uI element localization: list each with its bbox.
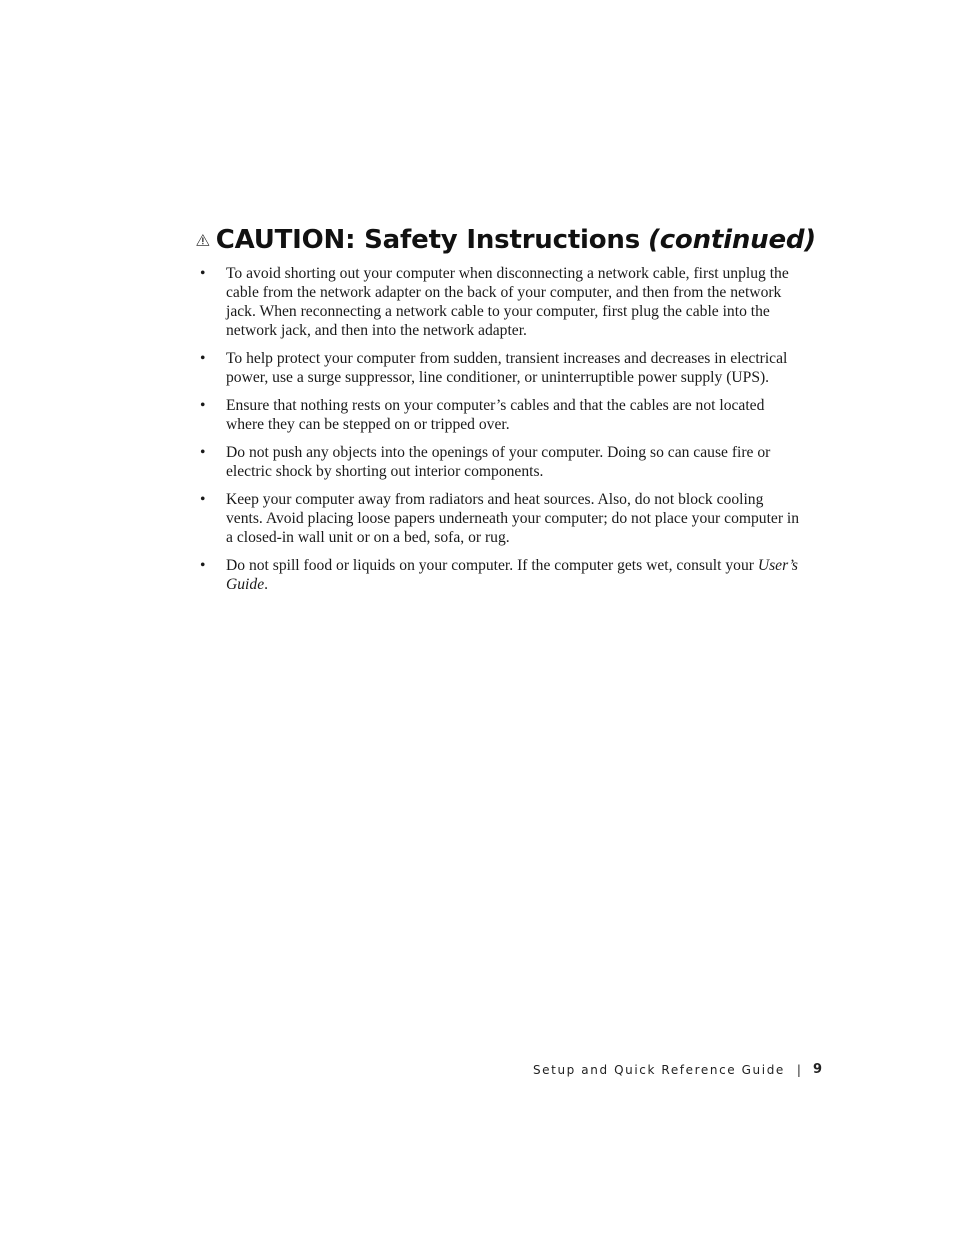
bullet-text-end: . <box>264 576 269 593</box>
bullet-marker: • <box>200 397 206 414</box>
footer-separator: | <box>796 1062 801 1077</box>
safety-instruction-list <box>200 264 802 603</box>
page-title <box>216 225 816 255</box>
bullet-marker: • <box>200 265 206 282</box>
bullet-marker: • <box>200 557 206 574</box>
list-item <box>200 396 802 434</box>
bullet-text: Do not spill food or liquids on your computer. If the computer gets wet, consult your <box>226 557 758 574</box>
bullet-text: Ensure that nothing rests on your computer’s cables and that the cables are not located where they can be stepped on or tripped over. <box>226 397 765 433</box>
page-footer <box>533 1062 822 1077</box>
section-heading <box>196 220 816 260</box>
warning-triangle-icon <box>196 223 210 257</box>
footer-guide-title: Setup and Quick Reference Guide <box>532 1062 785 1077</box>
bullet-text: Keep your computer away from radiators and heat sources. Also, do not block cooling vents. Avoid placing loose papers underneath your computer; do not place your computer in a closed-in wall unit or on a bed, sofa, or rug. <box>226 491 800 546</box>
page-number: 9 <box>812 1062 822 1077</box>
bullet-text: To avoid shorting out your computer when disconnecting a network cable, first unplug the cable from the network adapter on the back of your computer, and then from the network jack. When reconnecting a network cable to your computer, first plug the cable into the network jack, and then into the network adapter. <box>226 265 789 339</box>
users-guide-reference: User’s Guide <box>226 557 798 593</box>
list-item <box>200 349 802 387</box>
bullet-marker: • <box>200 350 206 367</box>
bullet-marker: • <box>200 444 206 461</box>
list-item <box>200 264 802 340</box>
list-item <box>200 556 802 594</box>
heading-title: CAUTION: Safety Instructions <box>215 225 641 255</box>
heading-continued: (continued) <box>648 225 816 255</box>
bullet-marker: • <box>200 491 206 508</box>
bullet-text: To help protect your computer from sudden, transient increases and decreases in electrical power, use a surge suppressor, line conditioner, or uninterruptible power supply (UPS). <box>226 350 788 386</box>
bullet-text: Do not push any objects into the openings of your computer. Doing so can cause fire or electric shock by shorting out interior components. <box>226 444 771 480</box>
list-item <box>200 443 802 481</box>
list-item <box>200 490 802 547</box>
